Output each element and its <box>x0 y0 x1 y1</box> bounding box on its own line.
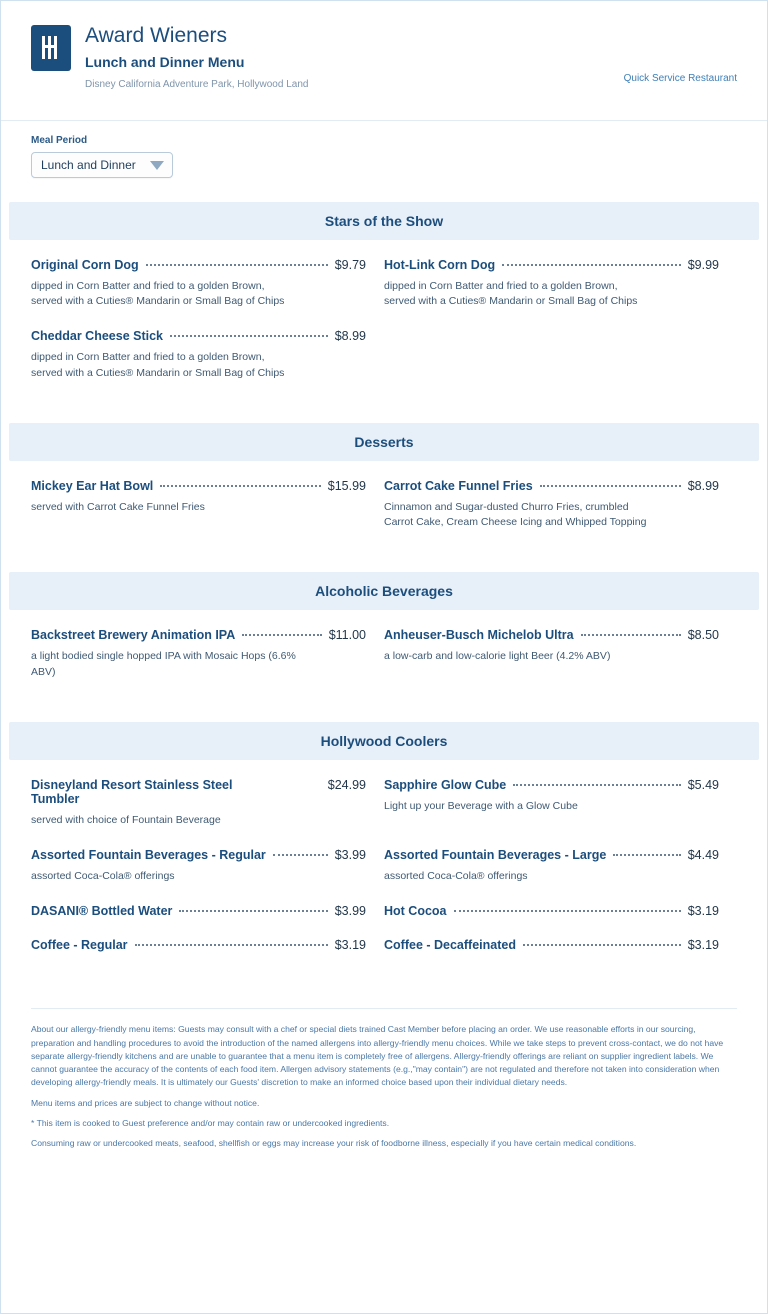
service-type-label: Quick Service Restaurant <box>623 73 737 84</box>
leader-dots <box>160 485 321 487</box>
section-header: Hollywood Coolers <box>9 722 759 760</box>
menu-item-price: $8.99 <box>334 329 366 344</box>
menu-item-row <box>31 628 366 642</box>
menu-item <box>384 258 737 309</box>
menu-item-price: $3.19 <box>687 904 719 919</box>
menu-item-row <box>384 479 719 493</box>
title-block <box>85 21 308 90</box>
menu-item <box>31 778 384 828</box>
menu-item-row <box>384 938 719 952</box>
page-title: Award Wieners <box>85 24 227 47</box>
location-text: Disney California Adventure Park, Hollywood Land <box>85 79 309 91</box>
section-header: Desserts <box>9 423 759 461</box>
menu-item-price: $9.79 <box>334 258 366 272</box>
meal-period-value: Lunch and Dinner <box>41 158 136 172</box>
menu-item <box>31 329 384 380</box>
menu-item-name: Anheuser-Busch Michelob Ultra <box>384 628 574 643</box>
leader-dots <box>135 944 328 946</box>
menu-item-price: $5.49 <box>687 777 719 792</box>
menu-item-price: $3.19 <box>334 938 366 953</box>
menu-item-name: Assorted Fountain Beverages - Regular <box>31 847 266 862</box>
menu-item <box>31 904 384 918</box>
menu-item-description: served with Carrot Cake Funnel Fries <box>31 500 205 513</box>
meal-period-selector-area <box>1 121 767 194</box>
meal-period-select[interactable] <box>31 152 173 178</box>
menu-item-price: $24.99 <box>327 777 366 792</box>
menu-item-description: a low-carb and low-calorie light Beer (4.2% ABV) <box>384 650 611 663</box>
menu-item-name: Hot-Link Corn Dog <box>384 258 496 272</box>
leader-dots <box>540 485 681 487</box>
leader-dots <box>581 634 681 636</box>
asterisk-note: * This item is cooked to Guest preference and/or may contain raw or undercooked ingredients. <box>31 1118 390 1129</box>
menu-item-row <box>384 848 719 862</box>
menu-item-row <box>384 778 719 792</box>
leader-dots <box>273 854 328 856</box>
menu-item-price: $9.99 <box>687 258 719 272</box>
menu-item-row <box>31 904 366 918</box>
menu-item-description: Light up your Beverage with a Glow Cube <box>384 799 578 812</box>
menu-item-price: $15.99 <box>327 478 366 493</box>
menu-item-row <box>31 778 366 806</box>
page-header <box>1 1 767 121</box>
section-body <box>1 240 767 415</box>
menu-item-row <box>384 258 719 272</box>
section-body <box>1 760 767 986</box>
leader-dots <box>513 784 680 786</box>
meal-period-label: Meal Period <box>31 135 88 146</box>
footer <box>31 1008 737 1171</box>
menu-item-price: $3.19 <box>687 938 719 953</box>
menu-item <box>384 848 737 884</box>
section-header: Alcoholic Beverages <box>9 572 759 610</box>
section-body <box>1 610 767 713</box>
menu-item-description: assorted Coca-Cola® offerings <box>31 869 175 882</box>
menu-item <box>31 848 384 884</box>
menu-item-name: Sapphire Glow Cube <box>384 777 507 792</box>
menu-item-row <box>31 938 366 952</box>
menu-item-name: Cheddar Cheese Stick <box>31 329 163 344</box>
leader-dots <box>454 910 681 912</box>
menu-subtitle: Lunch and Dinner Menu <box>85 54 245 71</box>
consuming-note: Consuming raw or undercooked meats, seafood, shellfish or eggs may increase your risk of foodborne illness, especially if you have certain medical conditions. <box>31 1138 637 1149</box>
menu-item-row <box>384 628 719 642</box>
leader-dots <box>523 944 681 946</box>
menu-item-name: Coffee - Regular <box>31 938 128 953</box>
leader-dots <box>242 634 321 636</box>
menu-item-name: Hot Cocoa <box>384 904 447 919</box>
menu-item-price: $3.99 <box>334 847 366 862</box>
menu-item-description: dipped in Corn Batter and fried to a golden Brown, served with a Cuties® Mandarin or Small Bag of Chips <box>31 280 285 308</box>
menu-item-description: Cinnamon and Sugar-dusted Churro Fries, crumbled Carrot Cake, Cream Cheese Icing and Whipped Topping <box>384 500 647 529</box>
menu-item-price: $8.99 <box>687 478 719 493</box>
leader-dots <box>146 264 328 266</box>
menu-item-name: Carrot Cake Funnel Fries <box>384 478 533 493</box>
menu-item <box>384 628 737 679</box>
leader-dots <box>179 910 327 912</box>
menu-item-row <box>31 329 366 343</box>
menu-item-description: served with choice of Fountain Beverage <box>31 813 221 826</box>
menu-item-name: DASANI® Bottled Water <box>31 904 173 919</box>
menu-item-row <box>384 904 719 918</box>
menu-item-name: Original Corn Dog <box>31 258 139 272</box>
chevron-down-icon <box>150 161 164 170</box>
menu-item <box>31 258 384 309</box>
menu-item-name: Backstreet Brewery Animation IPA <box>31 628 236 643</box>
menu-item-name: Disneyland Resort Stainless Steel Tumbler <box>31 777 233 806</box>
menu-item <box>384 778 737 828</box>
section-body <box>1 461 767 564</box>
menu-item-name: Coffee - Decaffeinated <box>384 938 516 953</box>
menu-item-row <box>31 258 366 272</box>
price-note: Menu items and prices are subject to change without notice. <box>31 1097 260 1108</box>
menu-item-description: dipped in Corn Batter and fried to a golden Brown, served with a Cuties® Mandarin or Small Bag of Chips <box>384 280 638 308</box>
leader-dots <box>502 264 681 266</box>
menu-item-description: dipped in Corn Batter and fried to a golden Brown, served with a Cuties® Mandarin or Small Bag of Chips <box>31 351 285 379</box>
menu-item-name: Assorted Fountain Beverages - Large <box>384 847 607 862</box>
fork-and-knife-icon <box>31 25 71 71</box>
menu-item-description: a light bodied single hopped IPA with Mosaic Hops (6.6% ABV) <box>31 650 296 678</box>
menu-item-description: assorted Coca-Cola® offerings <box>384 869 528 882</box>
section-header: Stars of the Show <box>9 202 759 240</box>
menu-item-price: $11.00 <box>328 628 366 643</box>
menu-item-row <box>31 479 366 493</box>
menu-item <box>31 479 384 530</box>
menu-item-price: $4.49 <box>687 847 719 862</box>
menu-item <box>384 904 737 918</box>
leader-dots <box>170 335 328 337</box>
leader-dots <box>613 854 680 856</box>
menu-item <box>384 479 737 530</box>
menu-item <box>31 938 384 952</box>
allergy-note: About our allergy-friendly menu items: Guests may consult with a chef or special diets trained Cast Member before placing an order. We use reasonable efforts in our sourcing, preparation and handling procedures to avoid the introduction of the named allergens into allergy-friendly menu choices. While we take steps to prevent cross-contact, we do not have separate allergy-friendly kitchens and are unable to guarantee that a menu item is completely free of allergens. Allergy-friendly offerings are reliant on supplier ingredient labels. We cannot guarantee the accuracy of the contents of each food item. Allergen advisory statements (e.g.,"may contain") are not regulated and therefore not taken into consideration when developing allergy-friendly meals. It is ultimately our Guests' discretion to make an informed choice based upon their individual dietary needs. <box>31 1024 724 1088</box>
menu-item <box>384 938 737 952</box>
menu-sections <box>1 202 767 986</box>
menu-item <box>31 628 384 679</box>
menu-item-row <box>31 848 366 862</box>
menu-item-name: Mickey Ear Hat Bowl <box>31 478 154 493</box>
menu-item-price: $3.99 <box>334 904 366 919</box>
menu-item-price: $8.50 <box>687 628 719 643</box>
